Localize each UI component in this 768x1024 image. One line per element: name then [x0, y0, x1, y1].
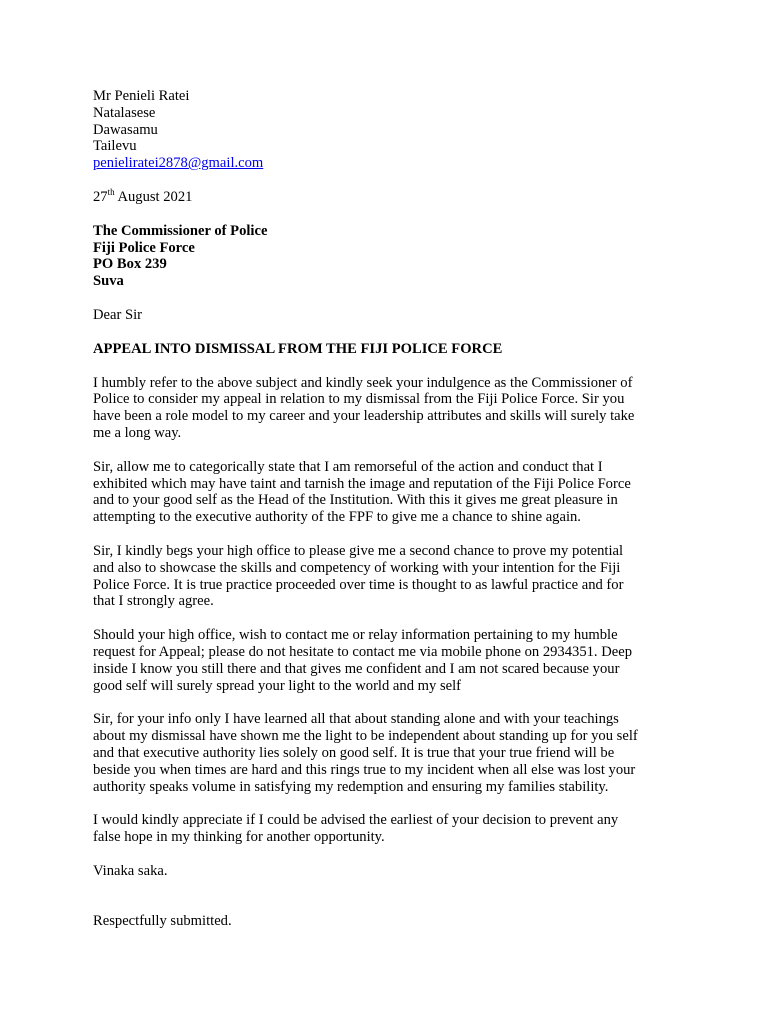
recipient-city: Suva	[93, 273, 124, 290]
sign-off: Respectfully submitted.	[93, 912, 232, 929]
sender-name: Mr Penieli Ratei	[93, 88, 190, 104]
subject-heading: APPEAL INTO DISMISSAL FROM THE FIJI POLICE FORCE	[93, 340, 503, 357]
recipient-po-box: PO Box 239	[93, 256, 167, 273]
date-day: 27	[93, 188, 108, 205]
body-paragraph-6	[93, 812, 693, 846]
letter-date	[93, 189, 693, 206]
paragraph-line: good self will surely spread your light to the world and my self	[93, 677, 462, 694]
salutation: Dear Sir	[93, 306, 143, 323]
body-paragraph-2	[93, 459, 693, 526]
paragraph-line: and that executive authority lies solely on good self. It is true that your true friend will be	[93, 744, 615, 761]
paragraph-line: Sir, I kindly begs your high office to please give me a second chance to prove my potential	[93, 542, 624, 559]
paragraph-line: Police to consider my appeal in relation to my dismissal from the Fiji Police Force. Sir you	[93, 391, 625, 408]
paragraph-line: Police Force. It is true practice proceeded over time is thought to as lawful practice and for	[93, 576, 624, 593]
date-rest: August 2021	[114, 188, 193, 205]
recipient-block	[93, 223, 693, 290]
paragraph-line: Should your high office, wish to contact me or relay information pertaining to my humble	[93, 627, 618, 644]
paragraph-line: exhibited which may have taint and tarnish the image and reputation of the Fiji Police Force	[93, 475, 631, 492]
paragraph-line: request for Appeal; please do not hesitate to contact me via mobile phone on 2934351. Deep	[93, 643, 633, 660]
body-paragraph-3	[93, 543, 693, 610]
paragraph-line: attempting to the executive authority of the FPF to give me a chance to shine again.	[93, 509, 581, 526]
paragraph-line: authority speaks volume in satisfying my redemption and ensuring my families stability.	[93, 778, 609, 795]
paragraph-line: I humbly refer to the above subject and kindly seek your indulgence as the Commissioner of	[93, 374, 633, 391]
paragraph-line: Sir, for your info only I have learned all that about standing alone and with your teachings	[93, 711, 619, 728]
sender-address-line: Natalasese	[93, 104, 156, 121]
body-paragraph-5	[93, 711, 693, 795]
recipient-organisation: Fiji Police Force	[93, 239, 195, 256]
paragraph-line: that I strongly agree.	[93, 593, 214, 610]
body-paragraph-1	[93, 375, 693, 442]
paragraph-line: I would kindly appreciate if I could be advised the earliest of your decision to prevent any	[93, 812, 619, 829]
letter-body	[93, 88, 693, 929]
date-suffix: th	[107, 187, 115, 198]
sender-email-link[interactable]: penieliratei2878@gmail.com	[93, 155, 264, 172]
sender-block	[93, 88, 693, 172]
paragraph-line: about my dismissal have shown me the light to be independent about standing up for you self	[93, 728, 638, 745]
paragraph-line: false hope in my thinking for another opportunity.	[93, 829, 385, 846]
recipient-title: The Commissioner of Police	[93, 222, 268, 239]
paragraph-line: have been a role model to my career and your leadership attributes and skills will surely take	[93, 408, 635, 425]
closing-phrase: Vinaka saka.	[93, 862, 168, 879]
sender-address-line: Dawasamu	[93, 121, 158, 138]
paragraph-line: and to your good self as the Head of the Institution. With this it gives me great pleasure in	[93, 492, 618, 509]
paragraph-line: Sir, allow me to categorically state that I am remorseful of the action and conduct that I	[93, 458, 603, 475]
paragraph-line: inside I know you still there and that gives me confident and I am not scared because your	[93, 660, 620, 677]
paragraph-line: me a long way.	[93, 424, 182, 441]
paragraph-line: beside you when times are hard and this rings true to my incident when all else was lost your	[93, 761, 636, 778]
paragraph-line: and also to showcase the skills and competency of working with your intention for the Fiji	[93, 559, 621, 576]
body-paragraph-4	[93, 627, 693, 694]
sender-address-line: Tailevu	[93, 138, 137, 155]
